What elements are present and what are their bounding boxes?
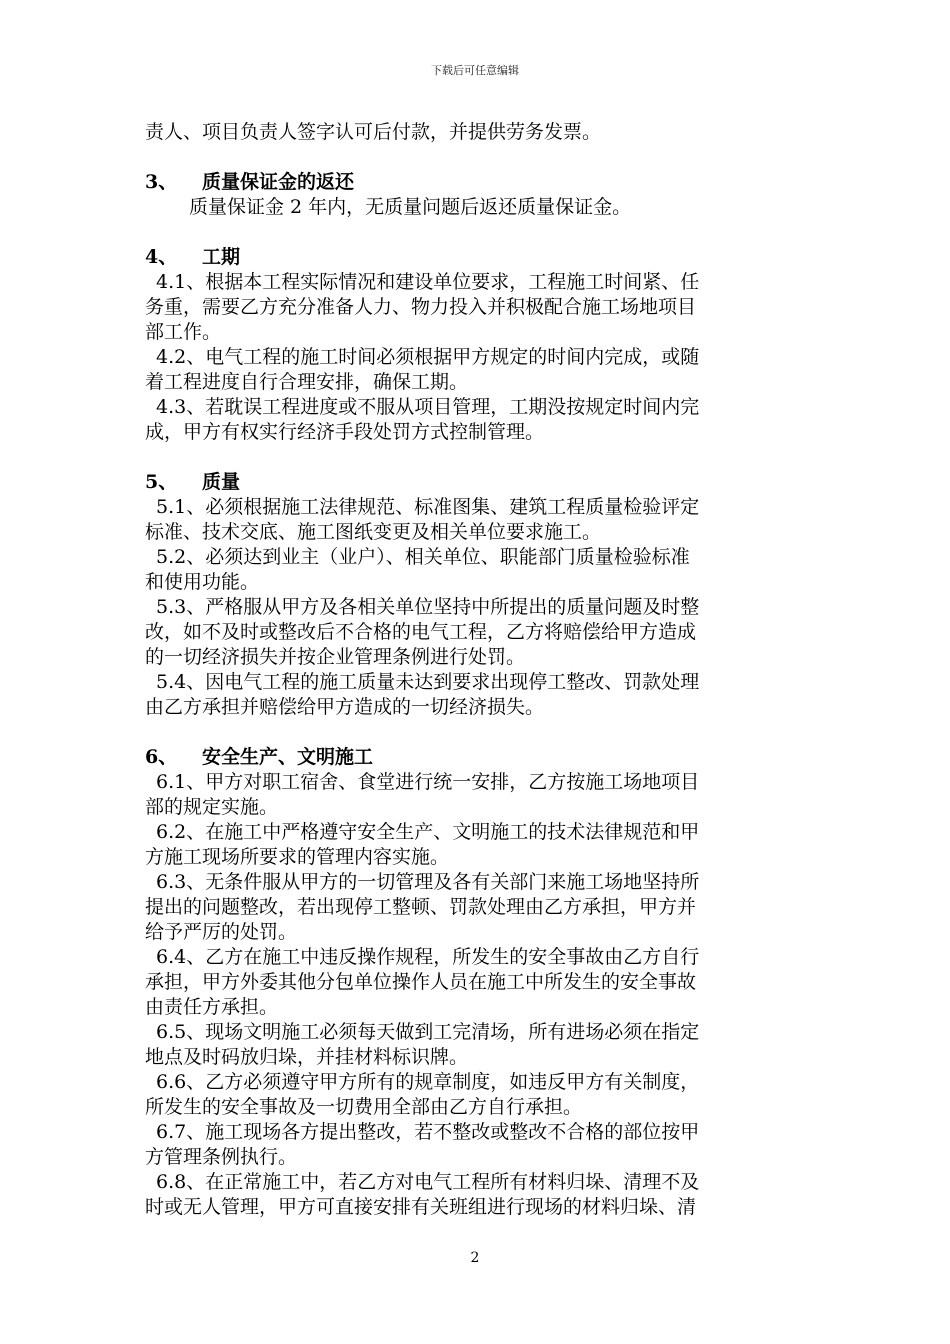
text-line: 成，甲方有权实行经济手段处罚方式控制管理。 bbox=[145, 421, 545, 443]
section-3-body: 质量保证金 2 年内，无质量问题后返还质量保证金。 bbox=[189, 196, 632, 218]
section-number: 5、 bbox=[145, 471, 178, 493]
text-line: 6.3、无条件服从甲方的一切管理及各有关部门来施工场地坚持所 bbox=[156, 871, 700, 893]
text-line: 标准、技术交底、施工图纸变更及相关单位要求施工。 bbox=[145, 521, 602, 543]
text-line: 给予严厉的处罚。 bbox=[145, 921, 298, 943]
section-6-heading bbox=[145, 745, 808, 770]
document-body bbox=[145, 120, 808, 1220]
text-line: 6.7、施工现场各方提出整改，若不整改或整改不合格的部位按甲 bbox=[156, 1121, 700, 1143]
section-3-heading bbox=[145, 170, 808, 195]
text-line: 提出的问题整改，若出现停工整顿、罚款处理由乙方承担，甲方并 bbox=[145, 896, 697, 918]
text-line: 时或无人管理，甲方可直接安排有关班组进行现场的材料归垛、清 bbox=[145, 1196, 697, 1218]
section-4-heading bbox=[145, 245, 808, 270]
text-line: 所发生的安全事故及一切费用全部由乙方自行承担。 bbox=[145, 1096, 583, 1118]
text-line: 4.2、电气工程的施工时间必须根据甲方规定的时间内完成，或随 bbox=[156, 346, 700, 368]
text-line: 由责任方承担。 bbox=[145, 996, 279, 1018]
text-line: 地点及时码放归垛，并挂材料标识牌。 bbox=[145, 1046, 469, 1068]
text-line: 和使用功能。 bbox=[145, 571, 260, 593]
text-line: 6.1、甲方对职工宿舍、食堂进行统一安排，乙方按施工场地项目 bbox=[156, 771, 700, 793]
text-line: 4.1、根据本工程实际情况和建设单位要求，工程施工时间紧、任 bbox=[156, 271, 700, 293]
text-line: 方施工现场所要求的管理内容实施。 bbox=[145, 846, 450, 868]
text-line: 6.2、在施工中严格遵守安全生产、文明施工的技术法律规范和甲 bbox=[156, 821, 700, 843]
section-title: 工期 bbox=[202, 246, 241, 268]
spacer bbox=[145, 445, 808, 470]
text-line: 务重，需要乙方充分准备人力、物力投入并积极配合施工场地项目 bbox=[145, 296, 697, 318]
section-number: 3、 bbox=[145, 171, 178, 193]
section-title: 质量 bbox=[202, 471, 241, 493]
spacer bbox=[145, 720, 808, 745]
page-header: 下载后可任意编辑 bbox=[431, 64, 519, 77]
section-title: 质量保证金的返还 bbox=[202, 171, 355, 193]
text-line: 由乙方承担并赔偿给甲方造成的一切经济损失。 bbox=[145, 696, 545, 718]
section-number: 6、 bbox=[145, 746, 178, 768]
text-line: 着工程进度自行合理安排，确保工期。 bbox=[145, 371, 469, 393]
text-line: 方管理条例执行。 bbox=[145, 1146, 298, 1168]
text-line: 改，如不及时或整改后不合格的电气工程，乙方将赔偿给甲方造成 bbox=[145, 621, 697, 643]
text-line: 承担，甲方外委其他分包单位操作人员在施工中所发生的安全事故 bbox=[145, 971, 697, 993]
spacer bbox=[145, 220, 808, 245]
section-title: 安全生产、文明施工 bbox=[202, 746, 374, 768]
text-line: 部的规定实施。 bbox=[145, 796, 279, 818]
text-line: 5.2、必须达到业主（业户）、相关单位、职能部门质量检验标准 bbox=[156, 546, 690, 568]
text-line: 4.3、若耽误工程进度或不服从项目管理，工期没按规定时间内完 bbox=[156, 396, 700, 418]
page-number: 2 bbox=[470, 1250, 480, 1266]
text-line: 5.1、必须根据施工法律规范、标准图集、建筑工程质量检验评定 bbox=[156, 496, 700, 518]
text-line: 5.3、严格服从甲方及各相关单位坚持中所提出的质量问题及时整 bbox=[156, 596, 700, 618]
spacer bbox=[145, 145, 808, 170]
text-line: 部工作。 bbox=[145, 321, 222, 343]
section-number: 4、 bbox=[145, 246, 178, 268]
text-line: 6.8、在正常施工中，若乙方对电气工程所有材料归垛、清理不及 bbox=[156, 1171, 700, 1193]
text-line: 6.5、现场文明施工必须每天做到工完清场，所有进场必须在指定 bbox=[156, 1021, 700, 1043]
text-line: 的一切经济损失并按企业管理条例进行处罚。 bbox=[145, 646, 526, 668]
text-line: 5.4、因电气工程的施工质量未达到要求出现停工整改、罚款处理 bbox=[156, 671, 700, 693]
section-5-heading bbox=[145, 470, 808, 495]
intro-paragraph: 责人、项目负责人签字认可后付款，并提供劳务发票。 bbox=[145, 121, 602, 143]
text-line: 6.4、乙方在施工中违反操作规程，所发生的安全事故由乙方自行 bbox=[156, 946, 700, 968]
text-line: 6.6、乙方必须遵守甲方所有的规章制度，如违反甲方有关制度， bbox=[156, 1071, 700, 1093]
